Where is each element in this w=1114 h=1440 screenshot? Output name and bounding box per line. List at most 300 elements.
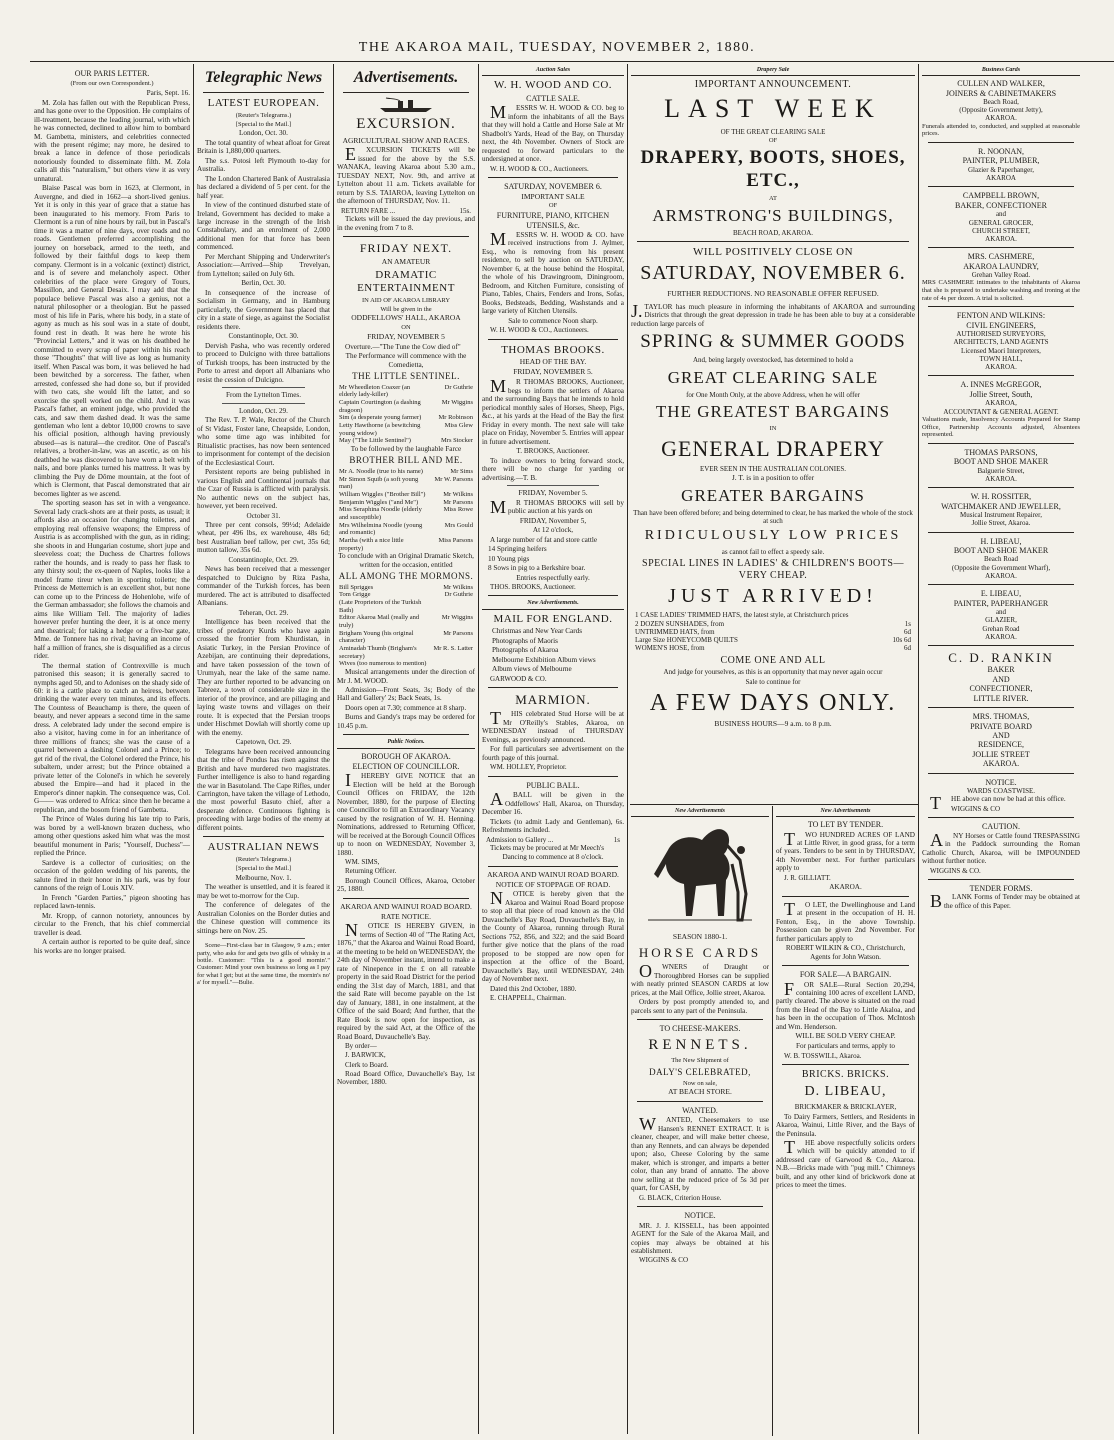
ball-note: Tickets may be procured at Mr Meech's (490, 843, 605, 852)
bricks-heading: BRICKS. BRICKS. (801, 1068, 890, 1080)
dateline: Constantinople, Oct. 30. (228, 332, 299, 341)
few-days-heading: A FEW DAYS ONLY. (649, 689, 897, 716)
cattle-sale-heading: CATTLE SALE. (526, 94, 580, 104)
wainui-heading: AKAROA AND WAINUI ROAD BOARD. (487, 869, 619, 879)
furniture-heading: FURNITURE, PIANO, KITCHEN UTENSILS, &c. (496, 211, 610, 230)
masthead: THE AKAROA MAIL, TUESDAY, NOVEMBER 2, 1880. (358, 40, 756, 55)
card-line: AKAROA. (985, 474, 1017, 483)
cast-row (337, 476, 475, 491)
card-line: AND (992, 674, 1010, 684)
cast-actor: Mr Wilkins (443, 583, 473, 591)
arrival-item: WOMEN'S HOSE, from (635, 644, 705, 653)
position-note: J. T. is in a position to offer (731, 472, 815, 482)
friday-heading: FRIDAY, November 5. (518, 487, 588, 497)
arrival-item: UNTRIMMED HATS, from (635, 627, 715, 636)
cast-role: Bill Sprigges (339, 583, 374, 591)
on-word: ON (401, 324, 411, 332)
paris-paragraph: Blaise Pascal was born in 1623, at Clermont, in Auvergne, and died in 1662—a short-lived genius. Yet it is only in this year of grace that a statue has been inaugurated to his memory. From Paris to Clermont is a run of nine hours by rail, but in Pascal's time it was a matter of nine days, over roads and no roads. Gentlemen preferred accomplishing the journey on horseback, armed to the teeth, and followed by their faithful dogs to keep them company. Clermont is in a volcanic (extinct) district, and is of severe and melancholy aspect. Other celebrities of the place were Gregory of Tours, Massillon, and General Desaix. I may add that the populace believe Pascal was also a genius, not a natural philosopher or a theologian. But he passed most of his life in Paris, where his body, in a state of agony as much as his soul was in a state of doubt, found rest in death. It was here he wrote his "Provincial Letters," and it was on his deathbed he committed to every scrap of paper within his reach those "Thoughts" that will live as long as humanity itself. When Pascal was born, it was believed he had been bewitched by a sorceress. The father, when arrested, confessed she had done so, but if provided with two cats, she would lift the latter, and so exorcise the spell worked on the child. And it was Pascal's father, an eminent judge, who provided the cats, and saw them dashed dead. It was the same gentleman who lent a debtor 10,000 crowns to save his official position, although having previously abused—as is natural—the creditor. One of Pascal's relatives, a brother-in-law, was an ascetic, as on his deathbed he was discovered to have worn a belt with nails, and bore planks turned his mattress. It was by climbing the Puy de Dôme mountain, at the foot of which is Clermont, that Pascal demonstrated that air becomes lighter as we ascend. (34, 184, 190, 498)
telegraphic-column (197, 67, 330, 1437)
card-line: PAINTER, PLUMBER, (962, 156, 1040, 166)
paris-paragraph: The thermal station of Contrexville is much patronised this season; it is generally sacred to nymphs aged 50, and to Adonises on the shady side of 60: it is a cattle place to catch an heiress, between drinking the water every ten minutes, and its effects. The Countess of Beauchamp is there, the queen of beauty, and never appears a second time in the same dress. A celebrated lady under the second empire is also a visitor, having come in for an inheritance of three millions of francs; she was the cause of a quarrel between a dashing Colonel and a Prince; to get rid of the rival, the Colonel ordered the Prince, his subaltern, under arrest; but the Prince obtained a private letter of the Colonel's in which he severely abused the Empire—and had it placed in the Emperor's dinner napkin. The consequence was, Col. G—— was ordered to Africa: since then he became a republican, and the bosom friend of Gambetta. (34, 661, 190, 814)
signature: J. R. GILLIATT. (784, 873, 831, 882)
divider (928, 375, 1074, 376)
mail-list (482, 627, 624, 673)
cattle-body: MESSRS W. H. WOOD & CO. beg to inform the inhabitants of all the Bays that they will hold a Cattle and Horse Sale at Mr Shadbolt's Yards, Head of the Bay, on Thursday next, the 4th November. Owners of Stock are requested to forward particulars to the undersigned at once. (482, 102, 624, 164)
excursion-body: EXCURSION TICKETS will be issued for the above by the S.S. WANAKA, leaving Akaroa about 5.30 a.m., TUESDAY NEXT, Nov. 9th, and arrive at Lyttelton about 11 a.m. Tickets available for return by S.S. TAIAROA, leaving Lyttelton on the afternoon of THURSDAY, Nov. 11. (337, 144, 475, 206)
arrival-row (631, 620, 915, 628)
cast-actor: Mr Wiggins (441, 398, 473, 406)
card-line: PAINTER, PAPERHANGER (953, 598, 1049, 608)
stoppage-heading: NOTICE OF STOPPAGE OF ROAD. (495, 879, 611, 889)
cast-role: Mrs Wilhelmina Noodle (young and romantic) (339, 521, 423, 537)
card-line: (Opposite Government Jetty), (959, 106, 1043, 115)
apply-note: For particulars and terms, apply to (795, 1042, 895, 1051)
news-paragraph: Dervish Pasha, who was recently ordered to proceed to Dulcigno with three battalions of Turkish troops, has been instructed by the Porte to arrest and deport all Albanians who resist the cession of Dulcigno. (197, 341, 330, 384)
special-note: [Special to the Mail.] (235, 865, 292, 873)
ball-body: ABALL will be given in the Oddfellows' Hall, Akaroa, on Thursday, December 16. (482, 789, 624, 817)
furniture-note: Sale to commence Noon sharp. (508, 316, 598, 325)
fare-value: 15s. (459, 206, 471, 215)
mail-item: Christmas and New Year Cards (492, 627, 583, 636)
card-line: Jollie Street, Akaroa. (971, 519, 1031, 528)
divider (488, 177, 618, 178)
cast-actor: Dr Guthrie (444, 591, 473, 599)
horse-cards-body: Orders by post promptly attended to, and parcels sent to any part of the Peninsula. (631, 998, 769, 1015)
cheap-note: WILL BE SOLD VERY CHEAP. (795, 1031, 896, 1041)
cast-row (337, 399, 475, 414)
month-note: for One Month Only, at the above Address, when he will offer (686, 390, 860, 399)
wards-body: THE above can now be had at this office. (930, 793, 1066, 814)
last-week-heading: LAST WEEK (664, 93, 882, 123)
dateline: Berlin, Oct. 30. (241, 279, 286, 288)
daly-heading: DALY'S CELEBRATED, (649, 1066, 751, 1077)
cast-actor: Mr Robinson (438, 414, 473, 422)
aid-note: IN AID OF AKAROA LIBRARY (361, 296, 451, 304)
cast-row (337, 506, 475, 521)
gallery-label: Admission to Gallery ... (486, 835, 554, 844)
election-heading: ELECTION OF COUNCILLOR. (352, 761, 460, 771)
divider (928, 487, 1074, 488)
divider (222, 387, 305, 388)
stock-note: A large number of fat and store cattle (490, 535, 598, 544)
arrival-item: Large Size HONEYCOMB QUILTS (635, 636, 738, 645)
divider (928, 532, 1074, 533)
bricks-body: To Dairy Farmers, Settlers, and Residents in Akaroa, Wainui, Little River, and the Bays of the Peninsula. (776, 1112, 915, 1138)
card-line: CHURCH STREET, (972, 226, 1030, 235)
news-paragraph: In consequence of the increase of Socialism in Germany, and in Hamburg particularly, the Government has placed that city in a state of siege, as against the Socialist residents there. (197, 288, 330, 331)
overstocked-note: And, being largely overstocked, has determined to hold a (692, 356, 854, 365)
arrival-item: 2 DOZEN SUNSHADES, from (635, 619, 725, 628)
cast-row (337, 599, 475, 614)
dateline: Melbourne, Nov. 1. (235, 873, 292, 882)
overture: Overture.—"The Tune the Cow died of" (345, 342, 461, 351)
paris-letter-from: (From our own Correspondent.) (70, 80, 154, 88)
dateline: October 31. (246, 511, 281, 520)
auction-column (482, 67, 624, 1437)
card-name: W. H. ROSSITER, (970, 492, 1032, 502)
horse-cards-heading: HORSE CARDS (638, 944, 762, 960)
admission-note: Admission—Front Seats, 3s; Body of the Hall and Gallery' 2s; Back Seats, 1s. (337, 686, 475, 703)
entries-note: Entries respectfully early. (516, 573, 590, 582)
divider (343, 236, 469, 237)
cast-list (337, 468, 475, 552)
music-note: Musical arrangements under the direction of Mr J. M. WOOD. (337, 668, 475, 685)
card-line: BOOT AND SHOE MAKER (953, 457, 1049, 467)
cast-role: Sim (a desperate young farmer) (339, 414, 422, 422)
cast-row (337, 437, 475, 445)
stock-item: 10 Young pigs (488, 554, 530, 563)
masthead-rule (30, 61, 1114, 62)
mail-item: Album views of Melbourne (492, 665, 572, 674)
wards-heading: WARDS COASTWISE. (966, 787, 1036, 796)
card-line: JOINERS & CABINETMAKERS (945, 88, 1057, 98)
card-line: Musical Instrument Repairer, (960, 511, 1042, 520)
cast-row (337, 591, 475, 599)
latest-european-heading: LATEST EUROPEAN. (207, 96, 320, 109)
signature: WM. SIMS, (345, 858, 380, 867)
divider (343, 734, 469, 735)
wanted-heading: WANTED. (682, 1106, 718, 1116)
advertisements-column (337, 67, 475, 1437)
cast-role: Miss Seraphina Noodle (elderly and susceptible) (339, 506, 422, 521)
cast-role: May ("The Little Sentinel") (339, 437, 411, 445)
shipment-note: The New Shipment of (671, 1057, 729, 1065)
paris-paragraph: The Prince of Wales during his late trip to Paris, was bored by a well-known brazen duchess, who among other questions asked him what was the most beautiful monument in Paris; "Yourself, Duchess"—replied the Prince. (34, 815, 190, 858)
mail-item: Photographs of Akaroa (492, 646, 559, 655)
card-line: JOLLIE STREET (972, 749, 1030, 759)
to-let-heading: TO LET BY TENDER. (807, 820, 884, 830)
arrival-price: 6d (904, 644, 911, 653)
tender-forms-heading: TENDER FORMS. (969, 883, 1033, 893)
cast-row (337, 614, 475, 629)
cast-actor: Mrs Stocker (441, 437, 473, 445)
paris-paragraph: In French "Garden Parties," pigeon shooting has replaced lawn-tennis. (34, 893, 190, 911)
card-line: ARCHITECTS, LAND AGENTS (953, 338, 1049, 347)
divider (507, 485, 599, 486)
card-line: Funerals attended to, conducted, and supplied at reasonable prices. (922, 122, 1080, 138)
cast-row (337, 584, 475, 592)
goods-heading: DRAPERY, BOOTS, SHOES, ETC., (640, 147, 906, 191)
sale-time: At 12 o'clock, (532, 526, 574, 535)
news-paragraph: Three per cent consols, 99½d; Adelaide wheat, per 496 lbs, ex warehouse, 48s 6d; best Australian beef tallow, per cwt, 35s 6d; mutton tallow, 35s 6d. (197, 520, 330, 555)
important-sale: IMPORTANT SALE (521, 191, 585, 201)
arrival-row (631, 628, 915, 636)
arrival-row (631, 636, 915, 644)
brooks-body: MR THOMAS BROOKS, Auctioneer, begs to inform the settlers of Akaroa and the surrounding Bays that he intends to hold periodical monthly sales of Horses, Sheep, Pigs, &c., at his yards at the Head of the Bay the first Friday in every month. The next sale will take place on Friday, November 5. Entries will appear in future advertisement. (482, 376, 624, 446)
ball-heading: PUBLIC BALL. (526, 780, 580, 790)
signature: G. BLACK, Criterion House. (639, 1193, 722, 1202)
special-lines: SPECIAL LINES IN LADIES' & CHILDREN'S BOOTS—VERY CHEAP. (642, 558, 904, 581)
brooks-note: To induce owners to bring forward stock, there will be no charge for yarding or advertising.—T. B. (482, 456, 624, 482)
amateur: AN AMATEUR (381, 257, 431, 267)
taylor-body: J.TAYLOR has much pleasure in informing the inhabitants of AKAROA and surrounding Districts that through the great depression in trade he has been able to buy at a considerable reduction large parcels of (631, 300, 915, 328)
signature: GARWOOD & CO. (490, 674, 547, 683)
cast-row (337, 537, 475, 552)
piece-title: BROTHER BILL AND ME. (349, 455, 463, 466)
marmion-body: THIS celebrated Stud Horse will be at Mr O'Reilly's Stables, Akaroa, on WEDNESDAY instead of THURSDAY Evenings, as previously announced. (482, 708, 624, 744)
of-word: OF (548, 202, 558, 210)
rankin-heading: C. D. RANKIN (948, 650, 1054, 666)
hall-name: ODDFELLOWS' HALL, AKAROA (351, 313, 461, 323)
cast-actor: Mr R. S. Latter (433, 645, 473, 653)
cast-role: Brigham Young (his original character) (339, 629, 414, 645)
advertisements-title: Advertisements. (353, 69, 459, 86)
australian-news-heading: AUSTRALIAN NEWS (207, 841, 320, 854)
cheese-heading: TO CHEESE-MAKERS. (659, 1024, 741, 1034)
telegraphic-title: Telegraphic News (204, 69, 323, 86)
piece-title: ALL AMONG THE MORMONS. (338, 571, 474, 582)
card-line: AKAROA (986, 174, 1016, 183)
brooks-heading: THOMAS BROOKS. (501, 343, 605, 356)
cast-row (337, 522, 475, 537)
season-heading: SEASON 1880-1. (672, 932, 728, 942)
mail-heading: MAIL FOR ENGLAND. (493, 612, 613, 625)
performance-date: FRIDAY, NOVEMBER 5 (367, 331, 445, 341)
signature: Clerk to Board. (345, 1060, 389, 1069)
continue-note: Sale to continue for (745, 677, 801, 686)
marmion-heading: MARMION. (515, 692, 591, 708)
greatest-heading: THE GREATEST BARGAINS (655, 402, 891, 422)
marmion-body: For full particulars see advertisement on the fourth page of this journal. (482, 745, 624, 762)
business-cards-label: Business Cards (922, 67, 1080, 76)
card-line: RESIDENCE, (978, 740, 1024, 750)
colonies-note: EVER SEEN IN THE AUSTRALIAN COLONIES. (699, 464, 847, 473)
rate-body: NOTICE IS HEREBY GIVEN, in terms of Section 40 of "The Rating Act, 1876," that the Akaroa and Wainui Road Board, at the meeting to be held on WEDNESDAY, the 24th day of November instant, intend to make a rate of Ninepence in the £ on all rateable property in the said Road District for the period ending the 31st day of March, 1881, and that the said Rate will become payable on the 1st day of January, 1881, in one instalment, at the Office of the said Board; And further, that the Rate Book is now open for inspection, as required by the said Act, at the Office of the Road Board, Duvauchelle's Bay. (337, 920, 475, 1041)
cast-actor: Miss Parsons (438, 536, 473, 544)
signature: J. BARWICK, (345, 1051, 386, 1060)
divider (488, 339, 618, 340)
card-name: H. LIBEAU, (980, 536, 1022, 546)
signature: ROBERT WILKIN & CO., Christchurch, Agents for John Watson. (785, 944, 906, 961)
spring-heading: SPRING & SUMMER GOODS (640, 331, 906, 353)
excursion-note: Tickets will be issued the day previous, and in the evening from 7 to 8. (337, 215, 475, 232)
stock-item: 8 Sows in pig to a Berkshire boar. (488, 564, 586, 573)
cast-role: Wives (too numerous to mention) (339, 660, 427, 668)
to-let-body: TO LET, the Dwellinghouse and Land at present in the occupation of H. H. Fenton, Esq., in the above Township. Possession can be given 2nd November. For further particulars apply to (776, 898, 915, 943)
signature: WIGGINS & CO. (930, 866, 981, 875)
dateline: Teheran, Oct. 29. (238, 608, 289, 617)
signature: By order— (345, 1042, 377, 1051)
card-line: CONFECTIONER, (969, 684, 1033, 694)
card-line: Balguerie Street, (977, 466, 1025, 475)
divider (782, 1064, 909, 1065)
drapery-column (631, 67, 915, 802)
cast-role: (Late Proprietors of the Turkish Bath) (339, 599, 422, 614)
dateline: Constantinople, Oct. 29. (228, 555, 299, 564)
cast-actor: Mr W. Parsons (434, 475, 473, 483)
furniture-body: MESSRS W. H. WOOD & CO. have received instructions from J. Aylmer, Esq., who is removing from his present residence, to sell by auction on SATURDAY, November 6, at the house behind the Hospital, the whole of his Drawingroom, Diningroom, Bedroom, and Kitchen Furniture, consisting of Piano, Tables, Chairs, Fenders and Irons, Sofas, Books, Bedsteads, Bedding, Washstands and a large variety of Kitchen Utensils. (482, 228, 624, 316)
divider (637, 1101, 763, 1102)
divider (928, 142, 1074, 143)
new-ads-label: New Advertisements. (482, 600, 624, 609)
road-board-heading: AKAROA AND WAINUI ROAD BOARD. (340, 901, 472, 911)
card-line: AKAROA. (982, 759, 1020, 769)
thomas-lines (922, 722, 1080, 769)
rate-notice-heading: RATE NOTICE. (381, 911, 431, 921)
card-line: PRIVATE BOARD (970, 721, 1032, 731)
signature: W. H. WOOD & CO., Auctioneers. (490, 164, 589, 173)
divider (928, 645, 1074, 646)
firm-heading: W. H. WOOD AND CO. (493, 79, 613, 92)
stock-list (482, 545, 624, 572)
news-paragraph: The Rev. T. P. Wale, Rector of the Church of St Vidast, Foster lane, Cheapside, London, who some time ago was inhibited for Ritualistic practises, has now been sentenced to imprisonment for contempt of the decision of the Ecclesiastical Court. (197, 416, 330, 467)
cast-role: Martha (with a nice little property) (339, 536, 404, 552)
to-let-body: TWO HUNDRED ACRES OF LAND at Little River, in good grass, for a term of years. Tenders to be sent in by THURSDAY, 4th November next. For further particulars apply to (776, 828, 915, 873)
notice-heading: NOTICE. (985, 777, 1017, 787)
divider (928, 247, 1074, 248)
cast-actor: Mr Wilkins (443, 490, 473, 498)
divider (928, 817, 1074, 818)
signature: W. B. TOSSWILL, Akaroa. (784, 1051, 862, 1060)
cast-role: Captain Courtington (a dashing dragoon) (339, 398, 421, 414)
cast-row (337, 491, 475, 499)
card-name: CULLEN AND WALKER, (957, 79, 1045, 89)
paris-letter-title: OUR PARIS LETTER. (74, 69, 150, 78)
arrival-price: 10s 6d (892, 636, 911, 645)
anecdote: Scene—First-class bar in Glasgow, 9 a.m.; enter party, who asks for and gets two gills of whisky in a bottle. Customer: "This is a good mornin'." Customer: Mind your own business so long as I pay for what I get; but at the same time, the mornin's no' a' for mysell."—Bulie. (197, 942, 330, 987)
reuter-note: (Reuter's Telegrams.) (235, 856, 292, 864)
divider (488, 595, 618, 596)
divider (343, 92, 469, 93)
notice-heading: NOTICE. (684, 1211, 716, 1221)
card-line: BAKER (987, 665, 1015, 675)
news-paragraph: Per Merchant Shipping and Underwriter's Association:—Arrived—Ship Trevelyan, from Lyttelton; sailed on July 6th. (197, 252, 330, 278)
cast-row (337, 422, 475, 437)
card-line: (Opposite the Government Wharf), (951, 563, 1051, 572)
divider (343, 898, 469, 899)
mail-item: Photographs of Maoris (492, 636, 558, 645)
judge-note: And judge for yourselves, as this is an opportunity that may never again occur (663, 668, 883, 677)
arrival-price: 1s (904, 619, 911, 628)
arrival-row (631, 644, 915, 652)
card-line: BOOT AND SHOE MAKER (953, 546, 1049, 556)
cast-actor: Miss Rowe (443, 506, 473, 514)
horse-cards-body: OWNERS of Draught or Thoroughbred Horses can be supplied with neatly printed SEASON CARDS at low prices, at the Mail Office, Jollie street, Akaroa. (631, 961, 769, 997)
cast-row (337, 384, 475, 399)
at-word: AT (769, 195, 777, 203)
saturday-heading: SATURDAY, NOVEMBER 6. (504, 182, 602, 192)
public-notices-label: Public Notices. (337, 739, 475, 748)
card-name: MRS. CASHMERE, (967, 252, 1035, 262)
signature: E. CHAPPELL, Chairman. (490, 994, 567, 1003)
divider (203, 92, 324, 93)
caution-body: ANY Horses or Cattle found TRESPASSING in the Paddock surrounding the Roman Catholic Church, Akaroa, will be IMPOUNDED without further notice. (922, 829, 1080, 866)
news-paragraph: Persistent reports are being published in various English and Continental journals that the Czar of Russia is afflicted with paralysis. No authentic news on the subject has, however, yet been received. (197, 468, 330, 511)
section-rule (630, 804, 918, 805)
new-ads-label: New Advertisements (776, 808, 915, 817)
card-line: BAKER, CONFECTIONER (954, 200, 1047, 210)
card-line: LITTLE RIVER. (973, 693, 1029, 703)
divider (222, 938, 305, 939)
arrivals-list (631, 611, 915, 652)
card-line: Licensed Maori Interpreters, (961, 346, 1041, 355)
auction-sales-label: Auction Sales (482, 67, 624, 76)
arrival-price: 6d (904, 627, 911, 636)
card-line: GENERAL GROCER, (968, 218, 1034, 227)
followed-note: To be followed by the laughable Farce (350, 444, 462, 453)
news-paragraph: The conference of delegates of the Australian Colonies on the Border duties and the Chinese question will commence its sittings here on Nov. 25. (197, 901, 330, 935)
card-line: Beach Road, (983, 97, 1019, 106)
address: Borough Council Offices, Akaroa, October 25, 1880. (337, 876, 475, 894)
steamship-illustration (376, 97, 436, 113)
news-paragraph: The total quantity of wheat afloat for Great Britain is 1,880,000 quarters. (197, 138, 330, 156)
rankin-lines (922, 665, 1080, 703)
come-one: COME ONE AND ALL (720, 654, 826, 666)
cast-actor: Mr Wiggins (441, 614, 473, 622)
friday-next-heading: FRIDAY NEXT. (359, 241, 453, 256)
signature: T. BROOKS, Auctioneer. (516, 447, 590, 456)
cast-role: Mr Simon Squib (a soft young man) (339, 475, 419, 491)
show-heading: AGRICULTURAL SHOW AND RACES. (342, 135, 470, 145)
horse-illustration (640, 820, 760, 930)
new-ads-label: New Advertisements (631, 808, 769, 817)
divider (637, 1019, 763, 1020)
column-rule (478, 64, 479, 1434)
cast-actor: Dr Guthrie (444, 383, 473, 391)
ridiculous-heading: RIDICULOUSLY LOW PRICES (644, 528, 902, 544)
cast-row (337, 414, 475, 422)
news-paragraph: Telegrams have been received announcing that the tribe of Pondus has risen against the British and have murdered two magistrates. Further intelligence is also to hand regarding the war in Basutoland. The Cape Rifles, under Carrington, have taken the village of Lethodo, the most powerful Basuto chief, after a desperate defence. Continuous fighting is proceeding with large bodies of the enemy at different points. (197, 747, 330, 832)
news-paragraph: In view of the continued disturbed state of Ireland, Government has decided to make a large increase in the strength of the Irish Constabulary, and an enrolment of 2,000 additional men for that force has been commenced. (197, 201, 330, 252)
reductions-note: FURTHER REDUCTIONS. NO REASONABLE OFFER REFUSED. (667, 288, 879, 298)
card-line: and (995, 608, 1007, 617)
signature: WIGGINS & CO (951, 804, 1000, 813)
arrival-item: 1 CASE LADIES' TRIMMED HATS, the latest style, at Christchurch prices (635, 611, 849, 620)
cast-role: Benjamin Wiggles ("and Me") (339, 498, 419, 506)
ball-tickets: Tickets (to admit Lady and Gentleman), 6s. Refreshments included. (482, 817, 624, 835)
card-line: Jollie Street, South, (969, 389, 1033, 399)
news-paragraph: The s.s. Potosi left Plymouth to-day for Australia. (197, 156, 330, 174)
friday-heading: FRIDAY, NOVEMBER 5. (513, 367, 593, 377)
armstrong-heading: ARMSTRONG'S BUILDINGS, (652, 205, 894, 225)
arrival-row (631, 611, 915, 619)
bricks-body: THE above respectfully solicits orders which will be quickly attended to if addressed care of Garwood & Co., Akaroa. N.B.—Bricks made with "pug mill." Chimneys built, and any other kind of brickwork done at prices to meet the times. (776, 1137, 915, 1190)
sale-note: Now on sale, (682, 1079, 718, 1087)
card-line: AUTHORISED SURVEYORS, (956, 330, 1046, 339)
card-line: Grehan Valley Road. (971, 271, 1031, 280)
card-line: Beach Road (983, 555, 1018, 564)
card-line: AKAROA. (985, 114, 1017, 123)
paris-paragraph: A certain author is reported to be quite deaf, since his works are no longer praised. (34, 938, 190, 955)
tender-column (776, 808, 915, 1434)
divider (782, 965, 909, 966)
signature: WIGGINS & CO (639, 1256, 688, 1265)
divider (203, 836, 324, 837)
clearing-heading: GREAT CLEARING SALE (667, 367, 879, 387)
arrived-heading: JUST ARRIVED! (668, 584, 878, 607)
horse-cards-column (631, 808, 769, 1434)
conclude-note: To conclude with an Original Dramatic Sketch, written for the occasion, entitled (338, 552, 474, 569)
cast-actor: Miss Glew (444, 421, 473, 429)
paris-paragraph: Mr. Kropp, of cannon notoriety, announces by circular to the French, that his chief commercial traveller is dead. (34, 911, 190, 937)
libeau-heading: D. LIBEAU, (804, 1083, 887, 1099)
stoppage-body: NOTICE is hereby given that the Akaroa and Wainui Road Board propose to stop all that piece of road known as the Old Duvauchelle's Bay Road, Duvauchelle's Bay, in the County of Akaroa, running through Rural Sections 752, 856, and 322; and the said Board further give notice that the plans of the road proposed to be stopped are now open for inspection at the office of the Board, Duvauchelle's Bay, until WEDNESDAY, 24th day of November next. (482, 888, 624, 984)
card-line: AKAROA, (985, 399, 1017, 408)
cast-actor: Mrs Gould (444, 521, 473, 529)
cast-role: Tom Grigge (339, 591, 371, 599)
column-rule (627, 64, 628, 1434)
divider (222, 403, 305, 404)
cast-row (337, 499, 475, 507)
card-name: A. INNES McGREGOR, (960, 380, 1042, 390)
signature: THOS. BROOKS, Auctioneer. (490, 583, 576, 592)
address: Road Board Office, Duvauchelle's Bay, 1st November, 1880. (337, 1069, 475, 1087)
card-line: ACCOUNTANT & GENERAL AGENT. (943, 407, 1059, 416)
place: AKAROA. (829, 883, 862, 892)
card-line: AND (992, 731, 1010, 741)
fare-row (337, 207, 475, 215)
in-word: IN (769, 425, 777, 433)
